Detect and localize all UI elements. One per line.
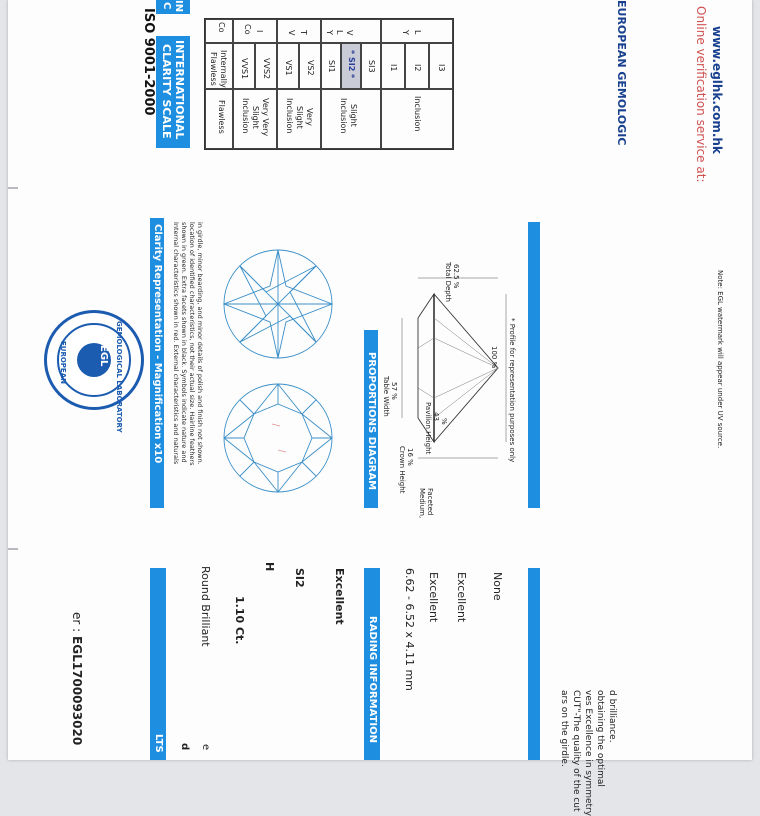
fragment-cell bbox=[277, 19, 321, 43]
fragment-label: V bbox=[345, 30, 354, 36]
grade-label-selected: * SI2 * bbox=[347, 50, 356, 79]
group-label: Inclusion bbox=[285, 98, 294, 134]
fragment-label: V bbox=[287, 30, 296, 36]
group-label: Flawless bbox=[217, 100, 226, 134]
pavilion-height-unit: % bbox=[440, 418, 448, 425]
clarity-rep-text: Internal characteristics shown in red. External characteristics and naturals bbox=[172, 222, 180, 465]
clarity-scale-band-right bbox=[156, 0, 190, 14]
polish-value: Excellent bbox=[427, 572, 440, 623]
comments-band bbox=[528, 568, 540, 760]
fragment-label: Y bbox=[401, 30, 410, 35]
grade-label: VS1 bbox=[284, 60, 293, 76]
clarity-rep-text: shown in green. Extra facets shown in black. Symbols indicate nature and bbox=[180, 222, 188, 463]
pavilion-height-label: Pavilion Height bbox=[424, 402, 432, 455]
group-label: Slight bbox=[251, 106, 260, 129]
fragment-cell bbox=[205, 19, 233, 43]
grade-cell bbox=[405, 43, 429, 89]
verification-label: Online verification service at: bbox=[694, 6, 708, 183]
group-label: Inclusion bbox=[339, 98, 348, 134]
clarity-rep-text: location of identified characteristics, not their actual size. Hairline feathers bbox=[188, 222, 196, 466]
logo-bottom-text: EUROPEAN bbox=[59, 341, 67, 384]
lab-name: EUROPEAN GEMOLOGIC bbox=[615, 0, 628, 146]
cut-value: Excellent bbox=[333, 568, 346, 625]
uv-note: Note: EGL watermark will appear under UV source. bbox=[716, 270, 724, 449]
diameter-value: 100 % bbox=[490, 346, 498, 369]
clarity-scale-band-fragment: C bbox=[161, 2, 172, 10]
footer-band bbox=[528, 222, 540, 508]
grading-band bbox=[364, 568, 380, 760]
girdle-label: Medium, bbox=[418, 488, 426, 519]
results-band-label: LTS bbox=[153, 734, 164, 753]
grading-band-label: RADING INFORMATION bbox=[367, 616, 378, 743]
clarity-scale-table bbox=[204, 18, 454, 150]
grade-cell bbox=[299, 43, 321, 89]
table-width-label: Table Width bbox=[382, 376, 390, 417]
clarity-scale-title: CLARITY SCALE bbox=[160, 44, 173, 139]
group-label: Slight bbox=[295, 106, 304, 129]
grade-label: I3 bbox=[437, 64, 446, 72]
report-number: EGL1700093020 bbox=[70, 636, 84, 746]
measurements-value: 6.62 - 6.52 x 4.11 mm bbox=[403, 568, 416, 691]
logo-mark: EGL bbox=[98, 345, 109, 367]
fragment-cell bbox=[233, 19, 277, 43]
fragment-label: I bbox=[255, 30, 264, 33]
fragment-label: T bbox=[299, 30, 308, 35]
fragment-cell bbox=[381, 19, 453, 43]
shape-label-fragment: d bbox=[179, 743, 190, 751]
fragment-label: Co bbox=[243, 24, 252, 35]
crown-height-value: 16 % bbox=[406, 448, 414, 466]
group-cell bbox=[205, 89, 233, 149]
group-label: Inclusion bbox=[241, 98, 250, 134]
table-width-value: 57 % bbox=[390, 382, 398, 400]
certificate-paper bbox=[8, 0, 752, 816]
clarity-scale-title: INTERNATIONAL bbox=[173, 40, 186, 140]
carat-value: 1.10 Ct. bbox=[233, 596, 246, 645]
pavilion-height-value: 43 bbox=[432, 412, 440, 421]
grade-label: Internally bbox=[219, 50, 228, 88]
group-cell bbox=[321, 89, 381, 149]
pavilion-view-diagram bbox=[220, 246, 336, 362]
grade-label: VVS1 bbox=[240, 58, 249, 80]
report-number-line bbox=[70, 612, 84, 745]
fluorescence-value: None bbox=[491, 572, 504, 601]
fragment-label: Y bbox=[325, 30, 334, 35]
crown-height-label: Crown Height bbox=[398, 446, 406, 494]
egl-logo bbox=[44, 310, 144, 433]
fragment-label: L bbox=[413, 30, 422, 35]
fragment-label: Co bbox=[217, 22, 226, 33]
shape-value: Round Brilliant bbox=[199, 566, 212, 647]
report-number-label: er : bbox=[70, 612, 84, 633]
grade-label: SI1 bbox=[327, 60, 336, 73]
inclusion-mark bbox=[278, 450, 286, 452]
comment-line: ars on the girdle. bbox=[559, 690, 569, 767]
grade-cell bbox=[361, 43, 381, 89]
comment-line: CUT"-The quality of the cut bbox=[571, 690, 581, 812]
proportions-footnote: * Profile for representation purposes only bbox=[508, 318, 516, 463]
grade-cell bbox=[205, 43, 233, 89]
grade-label: I2 bbox=[413, 64, 422, 72]
color-value: H bbox=[263, 562, 276, 572]
logo-top-text: GEMOLOGICAL LABORATORY bbox=[115, 321, 123, 433]
fold-mark bbox=[8, 187, 18, 189]
grade-label: VS2 bbox=[306, 60, 315, 76]
results-band bbox=[150, 568, 166, 760]
grade-cell-selected bbox=[341, 43, 361, 89]
clarity-value: SI2 bbox=[293, 568, 306, 588]
grade-label: SI3 bbox=[367, 60, 376, 73]
group-label: Slight bbox=[349, 104, 358, 127]
clarity-rep-band bbox=[150, 218, 164, 508]
grade-cell bbox=[277, 43, 299, 89]
grade-label: Flawless bbox=[209, 52, 218, 86]
group-label: Inclusion bbox=[413, 96, 422, 132]
grade-cell bbox=[321, 43, 341, 89]
grade-cell bbox=[429, 43, 453, 89]
group-cell bbox=[277, 89, 321, 149]
grade-cell bbox=[255, 43, 277, 89]
grade-cell bbox=[381, 43, 405, 89]
measure-label-fragment: e bbox=[200, 744, 211, 751]
fragment-label: L bbox=[335, 30, 344, 35]
proportions-title: PROPORTIONS DIAGRAM bbox=[366, 352, 377, 491]
group-cell bbox=[381, 89, 453, 149]
iso-label: ISO 9001-2000 bbox=[141, 8, 156, 116]
comment-line: d brilliance. bbox=[607, 690, 617, 743]
group-cell bbox=[233, 89, 277, 149]
grade-label: I1 bbox=[389, 64, 398, 72]
comment-line: obtaining the optimal bbox=[595, 690, 605, 787]
clarity-scale-band-fragment: IN bbox=[173, 0, 184, 13]
crown-view-diagram bbox=[220, 380, 336, 496]
girdle-label: Faceted bbox=[426, 488, 434, 516]
comment-line: ves Excellence in symmetry bbox=[583, 690, 593, 816]
symmetry-value: Excellent bbox=[455, 572, 468, 623]
proportions-band bbox=[364, 330, 378, 508]
total-depth-label: Total Depth bbox=[444, 262, 452, 302]
group-label: Very bbox=[305, 108, 314, 126]
verification-url: www.eglhk.com.hk bbox=[710, 26, 724, 154]
grade-cell bbox=[233, 43, 255, 89]
fold-mark bbox=[8, 548, 18, 550]
total-depth-value: 62.5 % bbox=[452, 264, 460, 289]
group-label: Very Very bbox=[261, 98, 270, 137]
clarity-rep-text: in girdle, minor bearding, and minor details of polish and finish not shown. bbox=[196, 222, 204, 465]
clarity-rep-title: Clarity Representation - Magnification x10 bbox=[152, 224, 163, 464]
clarity-scale-band bbox=[156, 36, 190, 148]
fragment-cell bbox=[321, 19, 381, 43]
grade-label: VVS2 bbox=[262, 58, 271, 80]
inclusion-mark bbox=[272, 424, 280, 426]
